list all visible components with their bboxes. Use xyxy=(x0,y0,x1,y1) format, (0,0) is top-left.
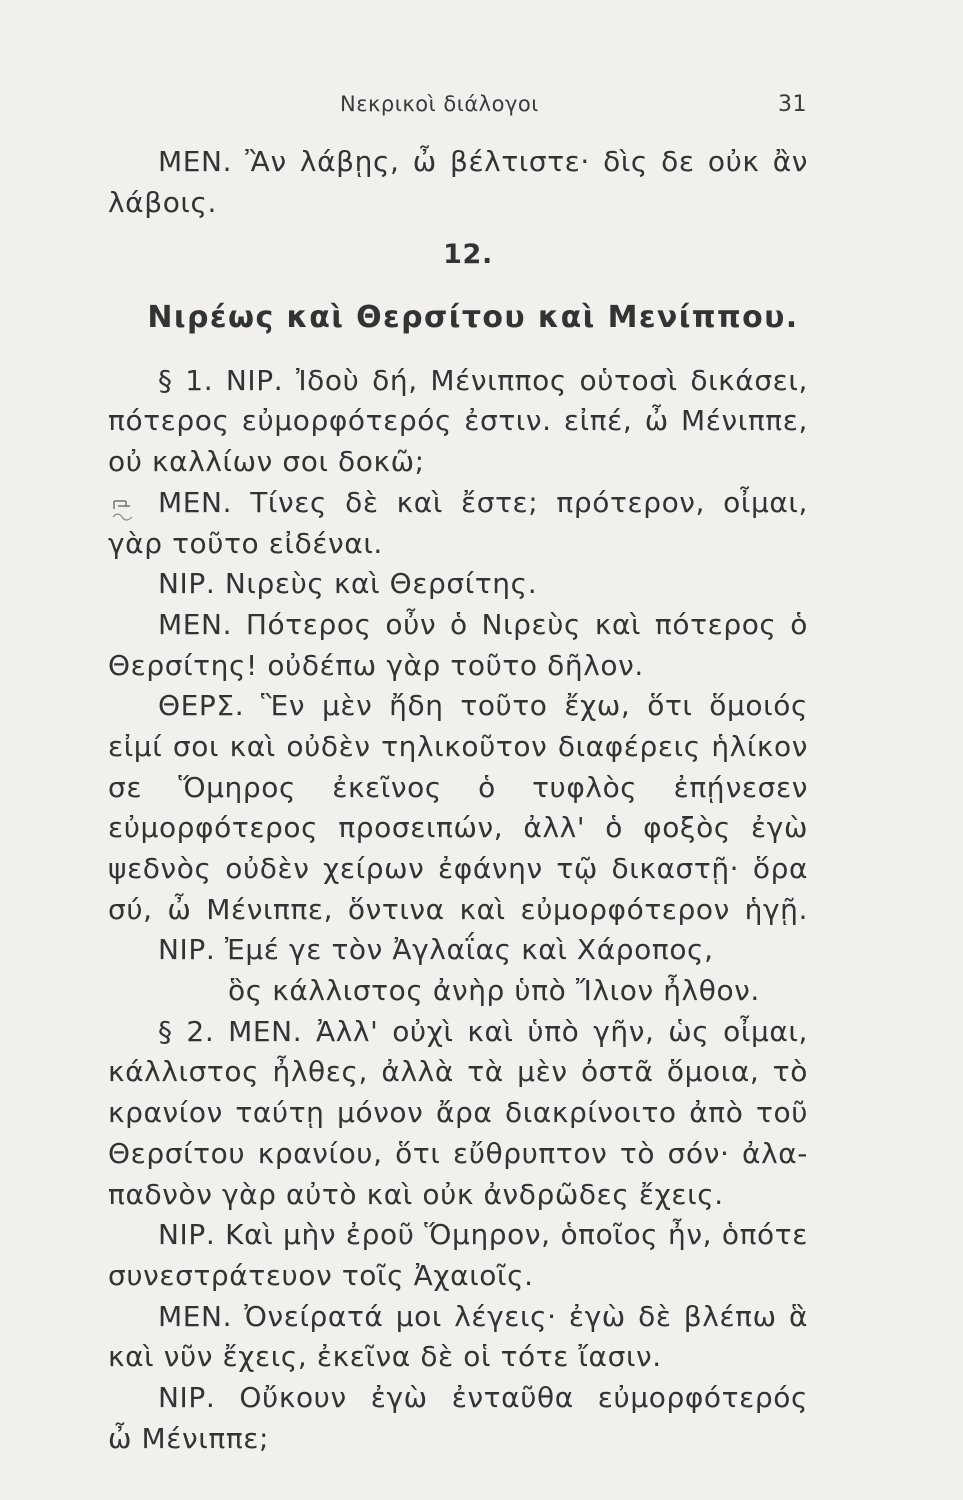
text-line: ΜΕΝ. Ὀνείρατά μοι λέγεις· ἐγὼ δὲ βλέπω ἃ xyxy=(158,1299,808,1333)
text-line: ὦ Μένιππε; xyxy=(108,1421,270,1455)
text-line: ΝΙΡ. Οὔκουν ἐγὼ ἐνταῦθα εὐμορφότερός xyxy=(158,1380,808,1414)
text-line: κάλλιστος ἦλθες, ἀλλὰ τὰ μὲν ὀστᾶ ὅμοια, τὸ xyxy=(108,1055,808,1089)
text-line: λάβοις. xyxy=(108,185,218,219)
text-line: ΘΕΡΣ. Ἓν μὲν ἤδη τοῦτο ἔχω, ὅτι ὅμοιός xyxy=(158,689,808,723)
text-line: οὐ καλλίων σοι δοκῶ; xyxy=(108,445,425,479)
text-line: § 1. ΝΙΡ. Ἰδοὺ δή, Μένιππος οὑτοσὶ δικάσει, xyxy=(158,363,808,397)
text-line: ψεδνὸς οὐδὲν χείρων ἐφάνην τῷ δικαστῇ· ὅρα xyxy=(108,852,808,886)
text-line: ΝΙΡ. Νιρεὺς καὶ Θερσίτης. xyxy=(158,567,538,601)
text-line: Θερσίτης! οὐδέπω γὰρ τοῦτο δῆλον. xyxy=(108,648,644,682)
text-line: ΝΙΡ. Ἐμέ γε τὸν Ἀγλαΐας καὶ Χάροπος, xyxy=(158,933,714,967)
text-line: ΜΕΝ. Πότερος οὖν ὁ Νιρεὺς καὶ πότερος ὁ xyxy=(158,607,808,641)
body-text xyxy=(108,142,808,1459)
chapter-number: 12. xyxy=(443,239,493,271)
text-line: § 2. ΜΕΝ. Ἀλλ' οὐχὶ καὶ ὑπὸ γῆν, ὡς οἶμαι, xyxy=(158,1014,808,1048)
text-line: συνεστράτευον τοῖς Ἀχαιοῖς. xyxy=(108,1258,534,1292)
page-number: 31 xyxy=(778,92,807,117)
text-line: καὶ νῦν ἔχεις, ἐκεῖνα δὲ οἱ τότε ἴασιν. xyxy=(108,1340,662,1374)
text-line: εὐμορφότερος προσειπών, ἀλλ' ὁ φοξὸς ἐγὼ xyxy=(108,811,808,845)
text-line: εἰμί σοι καὶ οὐδὲν τηλικοῦτον διαφέρεις ἡλίκον xyxy=(108,729,808,763)
running-title: Νεκρικοὶ διάλογοι xyxy=(340,92,539,116)
text-line: σύ, ὦ Μένιππε, ὅντινα καὶ εὐμορφότερον ἡγῇ. xyxy=(108,892,808,926)
text-line: ΝΙΡ. Καὶ μὴν ἐροῦ Ὅμηρον, ὁποῖος ἦν, ὁπότε xyxy=(158,1218,808,1252)
text-line: ΜΕΝ. Ἂν λάβῃς, ὦ βέλτιστε· δὶς δε οὐκ ἂν xyxy=(158,145,808,178)
chapter-title: Νιρέως καὶ Θερσίτου καὶ Μενίππου. xyxy=(147,300,799,336)
text-line: παδνὸν γὰρ αὐτὸ καὶ οὐκ ἀνδρῶδες ἔχεις. xyxy=(108,1177,724,1211)
verse-line: ὃς κάλλιστος ἀνὴρ ὑπὸ Ἴλιον ἦλθον. xyxy=(228,974,760,1008)
text-line: σε Ὅμηρος ἐκεῖνος ὁ τυφλὸς ἐπῄνεσεν xyxy=(108,770,808,804)
text-line: κρανίον ταύτῃ μόνον ἄρα διακρίνοιτο ἀπὸ τοῦ xyxy=(108,1096,808,1130)
text-line: πότερος εὐμορφότερός ἐστιν. εἰπέ, ὦ Μένιππε, xyxy=(108,404,808,438)
text-line: γὰρ τοῦτο εἰδέναι. xyxy=(108,526,383,560)
text-line: Θερσίτου κρανίου, ὅτι εὔθρυπτον τὸ σόν· ἀλα- xyxy=(108,1136,808,1170)
text-line: ΜΕΝ. Τίνες δὲ καὶ ἔστε; πρότερον, οἶμαι, xyxy=(158,485,808,519)
